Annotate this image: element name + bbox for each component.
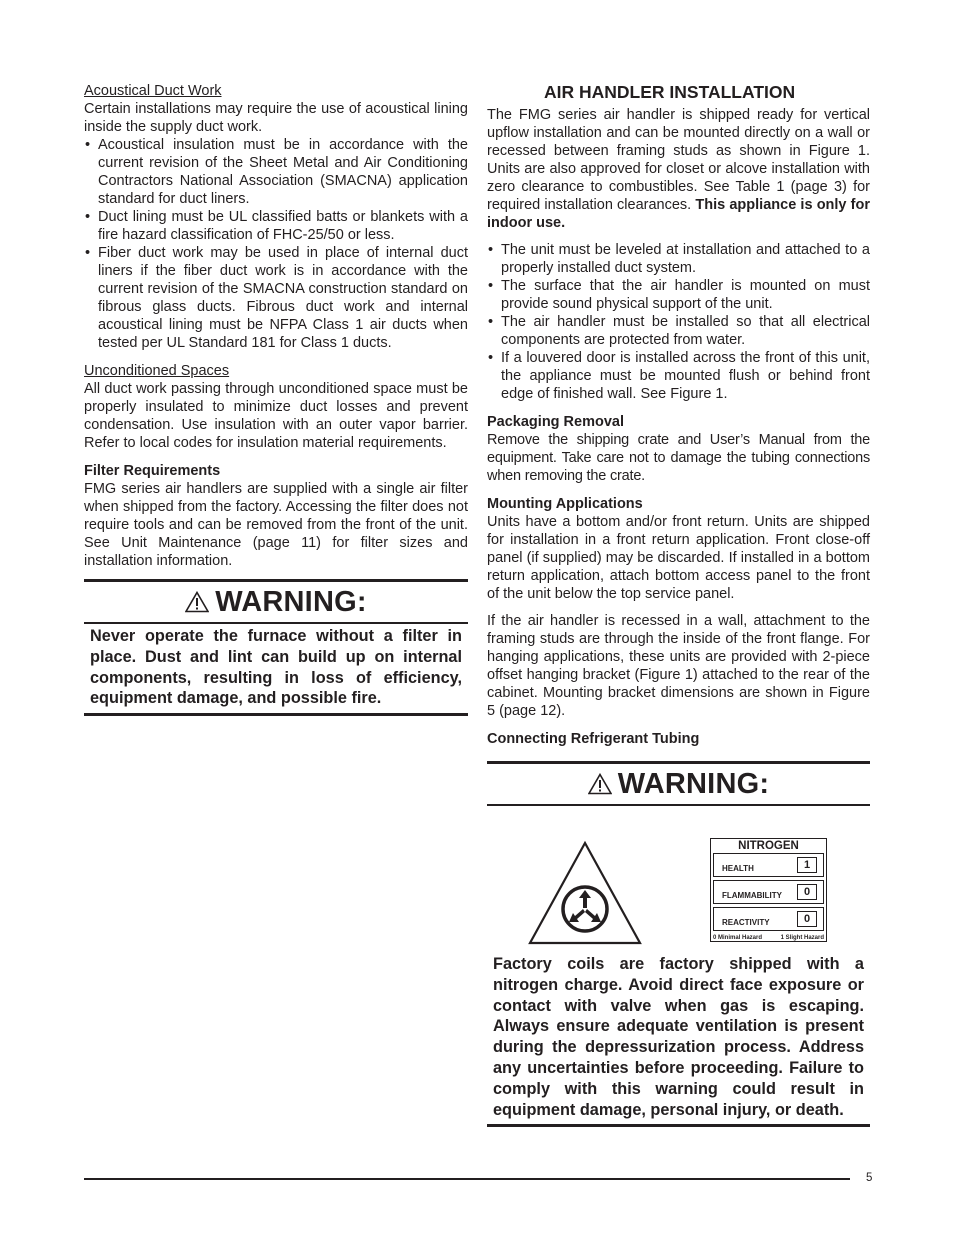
nitrogen-hazard-label xyxy=(710,838,827,942)
legend-minimal: 0 Minimal Hazard xyxy=(713,935,763,941)
warning-triangle-icon xyxy=(185,591,209,613)
page-number: 5 xyxy=(866,1172,873,1184)
indoor-use-note: This appliance is only for indoor use. xyxy=(487,197,870,231)
warning-title: WARNING: xyxy=(215,586,367,618)
hazard-row-health xyxy=(713,853,824,877)
section-heading: AIR HANDLER INSTALLATION xyxy=(544,82,796,102)
hazard-legend xyxy=(711,934,826,943)
legend-slight: 1 Slight Hazard xyxy=(780,935,824,941)
warning-header xyxy=(84,582,468,624)
hazard-value: 0 xyxy=(797,884,817,900)
acoustical-title: Acoustical Duct Work xyxy=(84,83,222,99)
hazard-row-reactivity xyxy=(713,907,824,931)
nitrogen-warning-box xyxy=(487,761,870,1127)
warning-text: Factory coils are factory shipped with a nitrogen charge. Avoid direct face exposure or contact with valve when gas is escaping. Always ensure adequate ventilation is present during the depressurization process. Address any uncertainties before proceeding. Failure to comply with this warning could result in equipment damage, personal injury, or death. xyxy=(493,955,864,1119)
left-column xyxy=(84,82,468,716)
warning-graphics xyxy=(487,806,870,954)
hazard-row-flammability xyxy=(713,880,824,904)
hazard-label: FLAMMABILITY xyxy=(722,891,782,900)
install-intro xyxy=(487,106,870,232)
install-list xyxy=(487,241,870,403)
list-item: • The surface that the air handler is mounted on must provide sound physical support of the unit. xyxy=(487,277,870,313)
mounting-title: Mounting Applications xyxy=(487,496,643,512)
pressurized-gas-hazard-icon xyxy=(527,840,643,946)
hazard-value: 0 xyxy=(797,911,817,927)
unconditioned-title: Unconditioned Spaces xyxy=(84,363,230,379)
list-item: • Duct lining must be UL classified batts or blankets with a fire hazard classification of FHC-25/50 or less. xyxy=(84,208,468,244)
filter-body: FMG series air handlers are supplied with a single air filter when shipped from the factory. Accessing the filter does not require tools and can be removed from the front of the unit. See Unit Maintenance (page 11) for filter sizes and installation information. xyxy=(84,481,468,569)
packaging-body: Remove the shipping crate and User’s Manual from the equipment. Take care not to damage the tubing connections when removing the crate. xyxy=(487,432,870,484)
filter-warning-box xyxy=(84,579,468,716)
list-item: • The unit must be leveled at installation and attached to a properly installed duct system. xyxy=(487,241,870,277)
hazard-value: 1 xyxy=(797,857,817,873)
warning-header xyxy=(487,764,870,806)
warning-triangle-icon xyxy=(588,773,612,795)
footer-rule xyxy=(84,1178,850,1180)
hazard-label: REACTIVITY xyxy=(722,918,770,927)
warning-text: Never operate the furnace without a filter in place. Dust and lint can build up on internal components, resulting in loss of efficiency, equipment damage, and possible fire. xyxy=(90,627,462,708)
list-item: • Fiber duct work may be used in place of internal duct liners if the fiber duct work is in accordance with the current revision of the SMACNA construction standard on fibrous glass ducts. Fibrous duct work and internal acoustical lining must be NFPA Class 1 air ducts when tested per UL Standard 181 for Class 1 ducts. xyxy=(84,244,468,352)
install-intro-text: The FMG series air handler is shipped ready for vertical upflow installation and can be mounted directly on a wall or recessed between framing studs as shown in Figure 1. Units are also approved for closet or alcove installation with zero clearance to combustibles. See Table 1 (page 3) for required installation clearances. xyxy=(487,107,870,213)
acoustical-intro: Certain installations may require the use of acoustical lining inside the supply duct work. xyxy=(84,101,468,135)
tubing-title: Connecting Refrigerant Tubing xyxy=(487,731,700,747)
nitrogen-label-title: NITROGEN xyxy=(738,840,799,852)
acoustical-list xyxy=(84,136,468,352)
unconditioned-body: All duct work passing through unconditioned space must be properly insulated to minimize duct losses and prevent condensation. Use insulation with an outer vapor barrier. Refer to local codes for insulation material requirements. xyxy=(84,381,468,451)
mounting-body-2: If the air handler is recessed in a wall, attachment to the framing studs are through the inside of the front flange. For hanging applications, these units are provided with 2-piece offset hanging bracket (Figure 1) attached to the rear of the cabinet. Mounting bracket dimensions are shown in Figure 5 (page 12). xyxy=(487,613,870,719)
packaging-title: Packaging Removal xyxy=(487,414,624,430)
filter-title: Filter Requirements xyxy=(84,463,221,479)
list-item: • Acoustical insulation must be in accordance with the current revision of the Sheet Metal and Air Conditioning Contractors National Association (SMACNA) application standard for duct liners. xyxy=(84,136,468,208)
list-item: • If a louvered door is installed across the front of this unit, the appliance must be mounted flush or behind front edge of finished wall. See Figure 1. xyxy=(487,349,870,403)
warning-title: WARNING: xyxy=(617,768,770,800)
right-column xyxy=(487,82,870,1127)
hazard-label: HEALTH xyxy=(722,864,754,873)
list-item: • The air handler must be installed so that all electrical components are protected from water. xyxy=(487,313,870,349)
mounting-body-1: Units have a bottom and/or front return. Units are shipped for installation in a front return application. Front close-off panel (if supplied) may be discarded. If installed in a bottom return application, attach bottom access panel to the front of the unit below the top service panel. xyxy=(487,514,870,602)
